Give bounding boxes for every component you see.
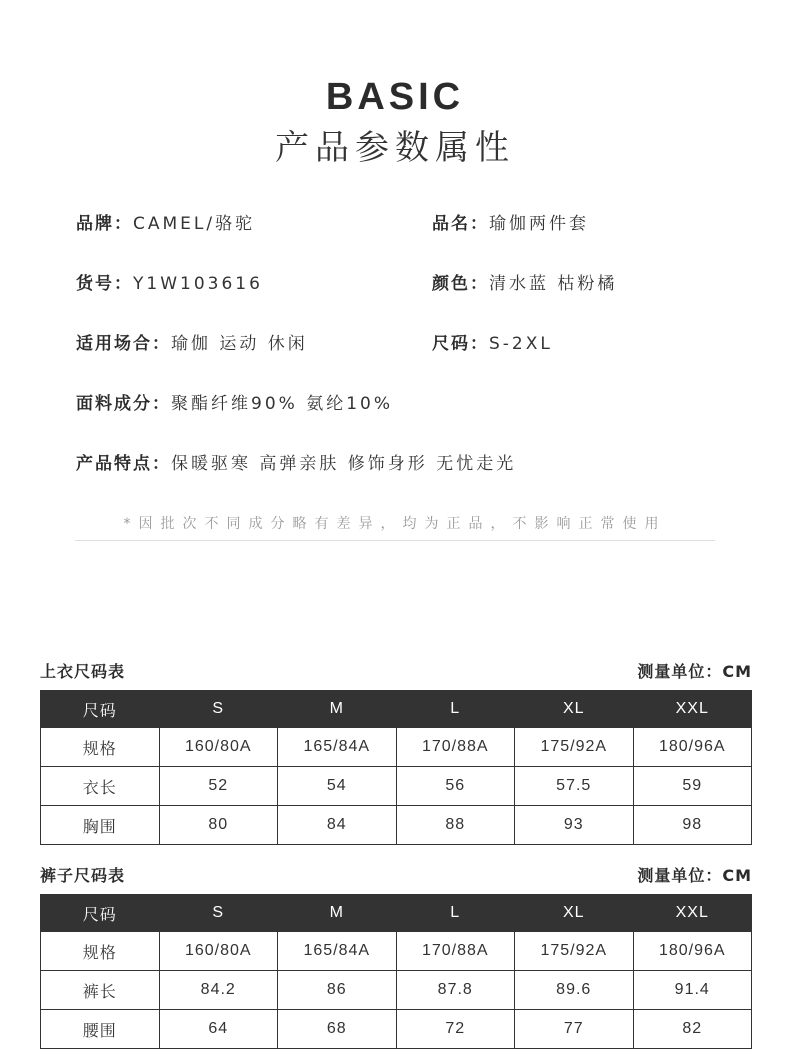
top-size-table [40, 690, 752, 845]
attr-brand-value: CAMEL/骆驼 [133, 214, 256, 234]
table-header-cell: S [159, 895, 278, 932]
attr-material-label: 面料成分： [76, 394, 171, 414]
table-cell: 170/88A [396, 932, 515, 971]
table-row [41, 728, 752, 767]
attr-brand [76, 209, 255, 234]
table-cell: 160/80A [159, 932, 278, 971]
table-row [41, 806, 752, 845]
table-header-cell: S [159, 691, 278, 728]
table-header-cell: XL [515, 895, 634, 932]
table-cell: 72 [396, 1010, 515, 1049]
table-cell: 98 [633, 806, 752, 845]
table-cell: 腰围 [41, 1010, 160, 1049]
attr-color-value: 清水蓝 枯粉橘 [489, 274, 618, 294]
top-table-title: 上衣尺码表 [40, 662, 126, 681]
table-cell: 54 [278, 767, 397, 806]
table-cell: 165/84A [278, 932, 397, 971]
table-row [41, 971, 752, 1010]
table-cell: 93 [515, 806, 634, 845]
table-header-cell: XL [515, 691, 634, 728]
table-cell: 88 [396, 806, 515, 845]
attr-material-value: 聚酯纤维90% 氨纶10% [171, 394, 393, 414]
table-cell: 86 [278, 971, 397, 1010]
attr-color [432, 269, 617, 294]
table-cell: 180/96A [633, 932, 752, 971]
table-cell: 57.5 [515, 767, 634, 806]
table-header-cell: 尺码 [41, 691, 160, 728]
attr-color-label: 颜色： [432, 274, 489, 294]
table-header-cell: M [278, 895, 397, 932]
attr-product-name-label: 品名： [432, 214, 489, 234]
table-cell: 89.6 [515, 971, 634, 1010]
table-cell: 56 [396, 767, 515, 806]
table-cell: 82 [633, 1010, 752, 1049]
table-cell: 160/80A [159, 728, 278, 767]
table-cell: 91.4 [633, 971, 752, 1010]
table-cell: 衣长 [41, 767, 160, 806]
table-cell: 84 [278, 806, 397, 845]
table-header-cell: L [396, 895, 515, 932]
table-row [41, 1010, 752, 1049]
table-header-cell: M [278, 691, 397, 728]
attr-item-no [76, 269, 263, 294]
attr-item-no-value: Y1W103616 [133, 274, 263, 294]
attr-features-label: 产品特点： [76, 454, 171, 474]
table-cell: 175/92A [515, 932, 634, 971]
table-cell: 80 [159, 806, 278, 845]
table-cell: 52 [159, 767, 278, 806]
table-cell: 84.2 [159, 971, 278, 1010]
attr-product-name-value: 瑜伽两件套 [489, 214, 589, 234]
attr-features [76, 449, 516, 474]
table-cell: 59 [633, 767, 752, 806]
attr-size-value: S-2XL [489, 334, 553, 354]
table-cell: 170/88A [396, 728, 515, 767]
table-row [41, 767, 752, 806]
attr-occasion-value: 瑜伽 运动 休闲 [171, 334, 308, 354]
table-cell: 裤长 [41, 971, 160, 1010]
attr-occasion-label: 适用场合： [76, 334, 171, 354]
top-table-unit: 测量单位：CM [637, 662, 752, 681]
table-cell: 规格 [41, 728, 160, 767]
disclaimer-note: *因批次不同成分略有差异，均为正品，不影响正常使用 [123, 516, 667, 532]
table-header-row [41, 895, 752, 932]
table-row [41, 932, 752, 971]
table-cell: 175/92A [515, 728, 634, 767]
page-title: BASIC [325, 76, 465, 118]
attr-size-label: 尺码： [432, 334, 489, 354]
table-header-cell: XXL [633, 895, 752, 932]
table-cell: 180/96A [633, 728, 752, 767]
pants-size-table [40, 894, 752, 1049]
attr-features-value: 保暖驱寒 高弹亲肤 修饰身形 无忧走光 [171, 454, 517, 474]
attr-material [76, 389, 393, 414]
pants-table-unit: 测量单位：CM [637, 866, 752, 885]
table-cell: 165/84A [278, 728, 397, 767]
pants-table-title: 裤子尺码表 [40, 866, 126, 885]
table-header-row [41, 691, 752, 728]
table-header-cell: L [396, 691, 515, 728]
table-cell: 规格 [41, 932, 160, 971]
attr-product-name [432, 209, 589, 234]
page-subtitle: 产品参数属性 [275, 128, 515, 168]
attr-size [432, 329, 553, 354]
table-cell: 77 [515, 1010, 634, 1049]
divider [75, 540, 715, 541]
table-header-cell: 尺码 [41, 895, 160, 932]
table-cell: 68 [278, 1010, 397, 1049]
attr-item-no-label: 货号： [76, 274, 133, 294]
table-cell: 87.8 [396, 971, 515, 1010]
table-cell: 胸围 [41, 806, 160, 845]
table-cell: 64 [159, 1010, 278, 1049]
attr-brand-label: 品牌： [76, 214, 133, 234]
attr-occasion [76, 329, 308, 354]
table-header-cell: XXL [633, 691, 752, 728]
